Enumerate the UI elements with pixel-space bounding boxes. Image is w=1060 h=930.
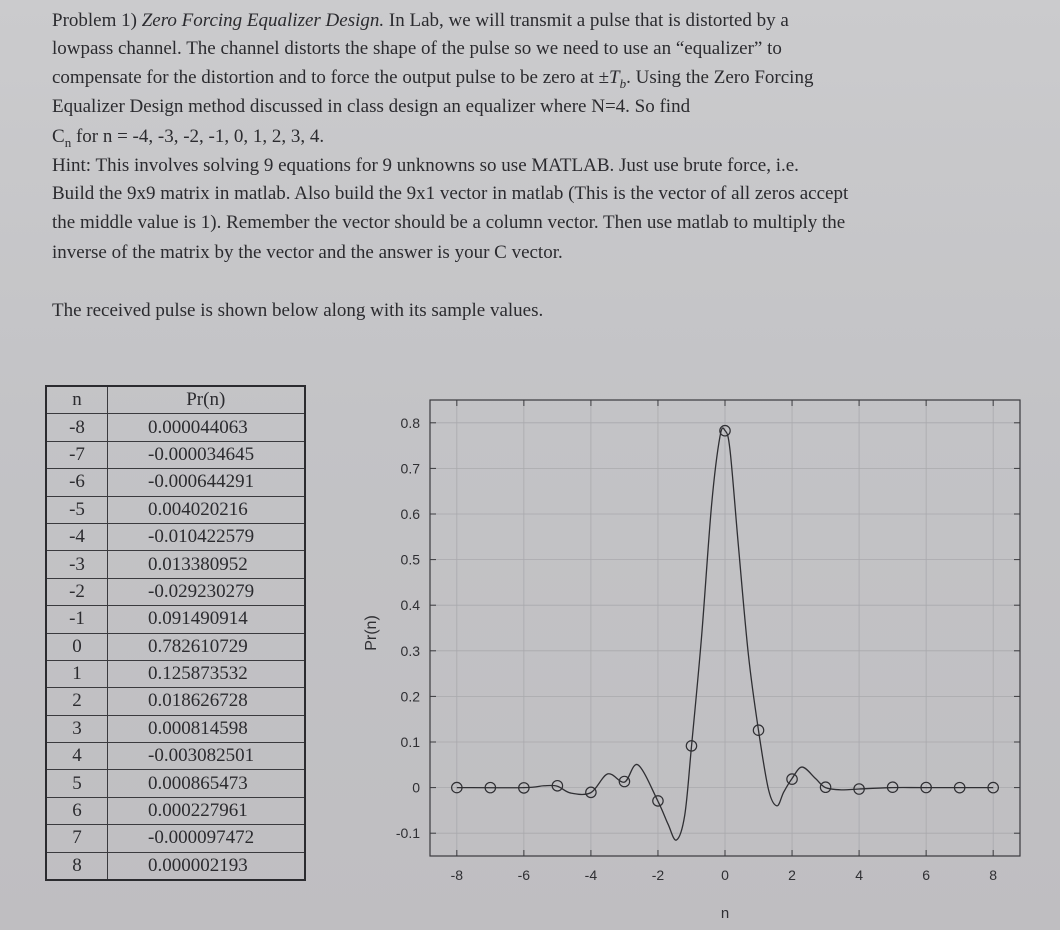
hint-line-4: inverse of the matrix by the vector and the answer is your C vector. xyxy=(52,242,563,263)
cell-n: 7 xyxy=(46,825,108,852)
cell-pr: -0.003082501 xyxy=(108,743,305,770)
y-tick-label: 0.1 xyxy=(400,734,420,750)
table-row xyxy=(46,797,305,824)
y-tick-label: 0.5 xyxy=(400,551,420,568)
x-tick-label: 6 xyxy=(922,867,931,883)
cell-pr: 0.091490914 xyxy=(108,606,305,633)
x-axis-label: n xyxy=(720,905,730,922)
table-row xyxy=(46,715,305,742)
problem-line-1 xyxy=(52,10,789,32)
cell-n: -5 xyxy=(46,496,108,523)
hint-line-3: the middle value is 1). Remember the vector should be a column vector. Then use matlab to multiply the xyxy=(52,212,846,233)
cell-n: 0 xyxy=(46,633,108,660)
cell-pr: -0.000644291 xyxy=(108,469,305,496)
pulse-chart xyxy=(340,385,1060,930)
y-tick-label: 0.8 xyxy=(400,414,420,431)
x-tick-label: -8 xyxy=(450,867,464,883)
table-row xyxy=(46,743,305,770)
y-tick-label: 0.4 xyxy=(400,597,420,614)
problem-line-3-post: . Using the Zero Forcing xyxy=(626,67,814,88)
table-row xyxy=(46,469,305,496)
sample-values-table xyxy=(45,385,306,881)
x-tick-label: 2 xyxy=(788,867,796,883)
cell-pr: -0.029230279 xyxy=(108,578,305,605)
problem-title: Zero Forcing Equalizer Design. xyxy=(141,10,385,31)
cell-pr: 0.000814598 xyxy=(108,715,305,742)
cell-pr: -0.000034645 xyxy=(108,441,305,468)
y-axis-label: Pr(n) xyxy=(363,615,380,651)
table-row xyxy=(46,852,305,880)
x-tick-label: -6 xyxy=(517,867,531,883)
tb-subscript: b xyxy=(619,75,627,91)
y-tick-label: 0.7 xyxy=(400,460,420,477)
cell-n: 1 xyxy=(46,660,108,687)
cell-pr: 0.004020216 xyxy=(108,496,305,523)
cell-pr: -0.010422579 xyxy=(108,523,305,550)
table-row xyxy=(46,606,305,633)
problem-line-4: Equalizer Design method discussed in class design an equalizer where N=4. So find xyxy=(52,96,691,117)
header-pr: Pr(n) xyxy=(108,386,305,414)
cell-n: -8 xyxy=(46,414,108,441)
table-header-row xyxy=(46,386,305,414)
y-tick-label: 0.3 xyxy=(400,642,420,659)
problem-line-3-pre: compensate for the distortion and to force the output pulse to be zero at ± xyxy=(52,67,610,88)
header-n: n xyxy=(46,386,108,414)
received-pulse-caption: The received pulse is shown below along with its sample values. xyxy=(52,300,544,321)
cell-pr: 0.782610729 xyxy=(108,633,305,660)
x-tick-label: -4 xyxy=(584,867,598,883)
tb-symbol: T xyxy=(609,67,620,88)
cell-n: 3 xyxy=(46,715,108,742)
table-row xyxy=(46,551,305,578)
table-body xyxy=(46,414,305,880)
table-row xyxy=(46,825,305,852)
problem-label: Problem 1) xyxy=(52,10,137,31)
cell-n: 5 xyxy=(46,770,108,797)
cell-pr: 0.000227961 xyxy=(108,797,305,824)
y-tick-label: 0.6 xyxy=(400,506,420,522)
cell-pr: 0.000865473 xyxy=(108,770,305,797)
cell-n: 2 xyxy=(46,688,108,715)
cell-n: -4 xyxy=(46,523,108,550)
table-row xyxy=(46,660,305,687)
cell-n: 8 xyxy=(46,852,108,880)
y-tick-label: 0 xyxy=(412,779,420,796)
cell-n: -1 xyxy=(46,606,108,633)
x-tick-label: -2 xyxy=(651,867,665,883)
y-tick-label: 0.2 xyxy=(400,688,420,705)
cell-pr: 0.018626728 xyxy=(108,688,305,715)
cell-n: -6 xyxy=(46,469,108,496)
table-row xyxy=(46,414,305,441)
cell-n: 4 xyxy=(46,743,108,770)
table-row xyxy=(46,633,305,660)
problem-line-5-text: for n = -4, -3, -2, -1, 0, 1, 2, 3, 4. xyxy=(71,126,325,147)
y-tick-label: -0.1 xyxy=(395,825,420,842)
x-tick-label: 4 xyxy=(855,867,863,883)
problem-line-2: lowpass channel. The channel distorts the shape of the pulse so we need to use an “equalizer” to xyxy=(52,38,782,59)
cell-pr: 0.000002193 xyxy=(108,852,305,880)
problem-line-5 xyxy=(52,126,324,154)
x-tick-label: 0 xyxy=(721,867,729,883)
cn-subscript: n xyxy=(64,134,72,150)
cell-pr: -0.000097472 xyxy=(108,825,305,852)
cell-pr: 0.013380952 xyxy=(108,551,305,578)
cell-pr: 0.125873532 xyxy=(108,660,305,687)
hint-line-2: Build the 9x9 matrix in matlab. Also build the 9x1 vector in matlab (This is the vector of all zeros accept xyxy=(52,183,849,204)
table-row xyxy=(46,688,305,715)
cell-n: 6 xyxy=(46,797,108,824)
table-row xyxy=(46,496,305,523)
problem-line-1-text: In Lab, we will transmit a pulse that is distorted by a xyxy=(388,10,789,31)
cell-n: -2 xyxy=(46,578,108,605)
cell-n: -7 xyxy=(46,441,108,468)
hint-line-1: Hint: This involves solving 9 equations for 9 unknowns so use MATLAB. Just use brute force, i.e. xyxy=(52,155,799,176)
cn-symbol: C xyxy=(52,126,65,147)
x-tick-label: 8 xyxy=(989,867,998,883)
table-row xyxy=(46,770,305,797)
problem-line-3 xyxy=(52,67,813,95)
cell-n: -3 xyxy=(46,551,108,578)
table-row xyxy=(46,523,305,550)
table-row xyxy=(46,578,305,605)
cell-pr: 0.000044063 xyxy=(108,414,305,441)
table-row xyxy=(46,441,305,468)
